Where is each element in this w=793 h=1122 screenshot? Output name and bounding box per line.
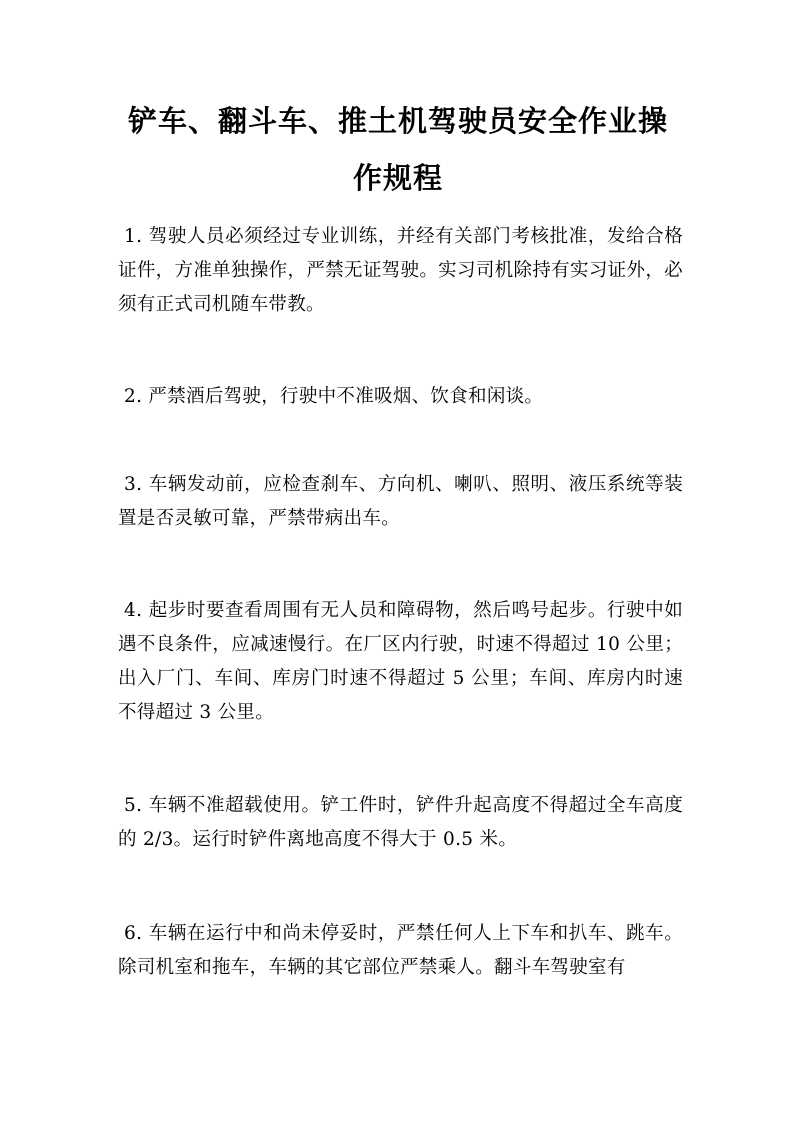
document-title: 铲车、翻斗车、推土机驾驶员安全作业操作规程 xyxy=(127,104,668,195)
paragraph-3: 3. 车辆发动前，应检查刹车、方向机、喇叭、照明、液压系统等装置是否灵敏可靠，严禁带病出车。 xyxy=(118,474,683,529)
paragraph-1: 1. 驾驶人员必须经过专业训练，并经有关部门考核批准，发给合格证件，方准单独操作，严禁无证驾驶。实习司机除持有实习证外，必须有正式司机随车带教。 xyxy=(118,226,683,315)
paragraph-4: 4. 起步时要查看周围有无人员和障碍物，然后鸣号起步。行驶中如遇不良条件，应减速慢行。在厂区内行驶，时速不得超过 10 公里；出入厂门、车间、库房门时速不得超过 5 公里；车间、库房内时速不得超过 3 公里。 xyxy=(118,600,683,723)
paragraph-5: 5. 车辆不准超载使用。铲工件时，铲件升起高度不得超过全车高度的 2/3。运行时铲件离地高度不得大于 0.5 米。 xyxy=(118,795,683,850)
paragraph-6: 6. 车辆在运行中和尚未停妥时，严禁任何人上下车和扒车、跳车。除司机室和拖车，车辆的其它部位严禁乘人。翻斗车驾驶室有 xyxy=(118,923,683,978)
paragraph-2: 2. 严禁酒后驾驶，行驶中不准吸烟、饮食和闲谈。 xyxy=(124,386,544,407)
